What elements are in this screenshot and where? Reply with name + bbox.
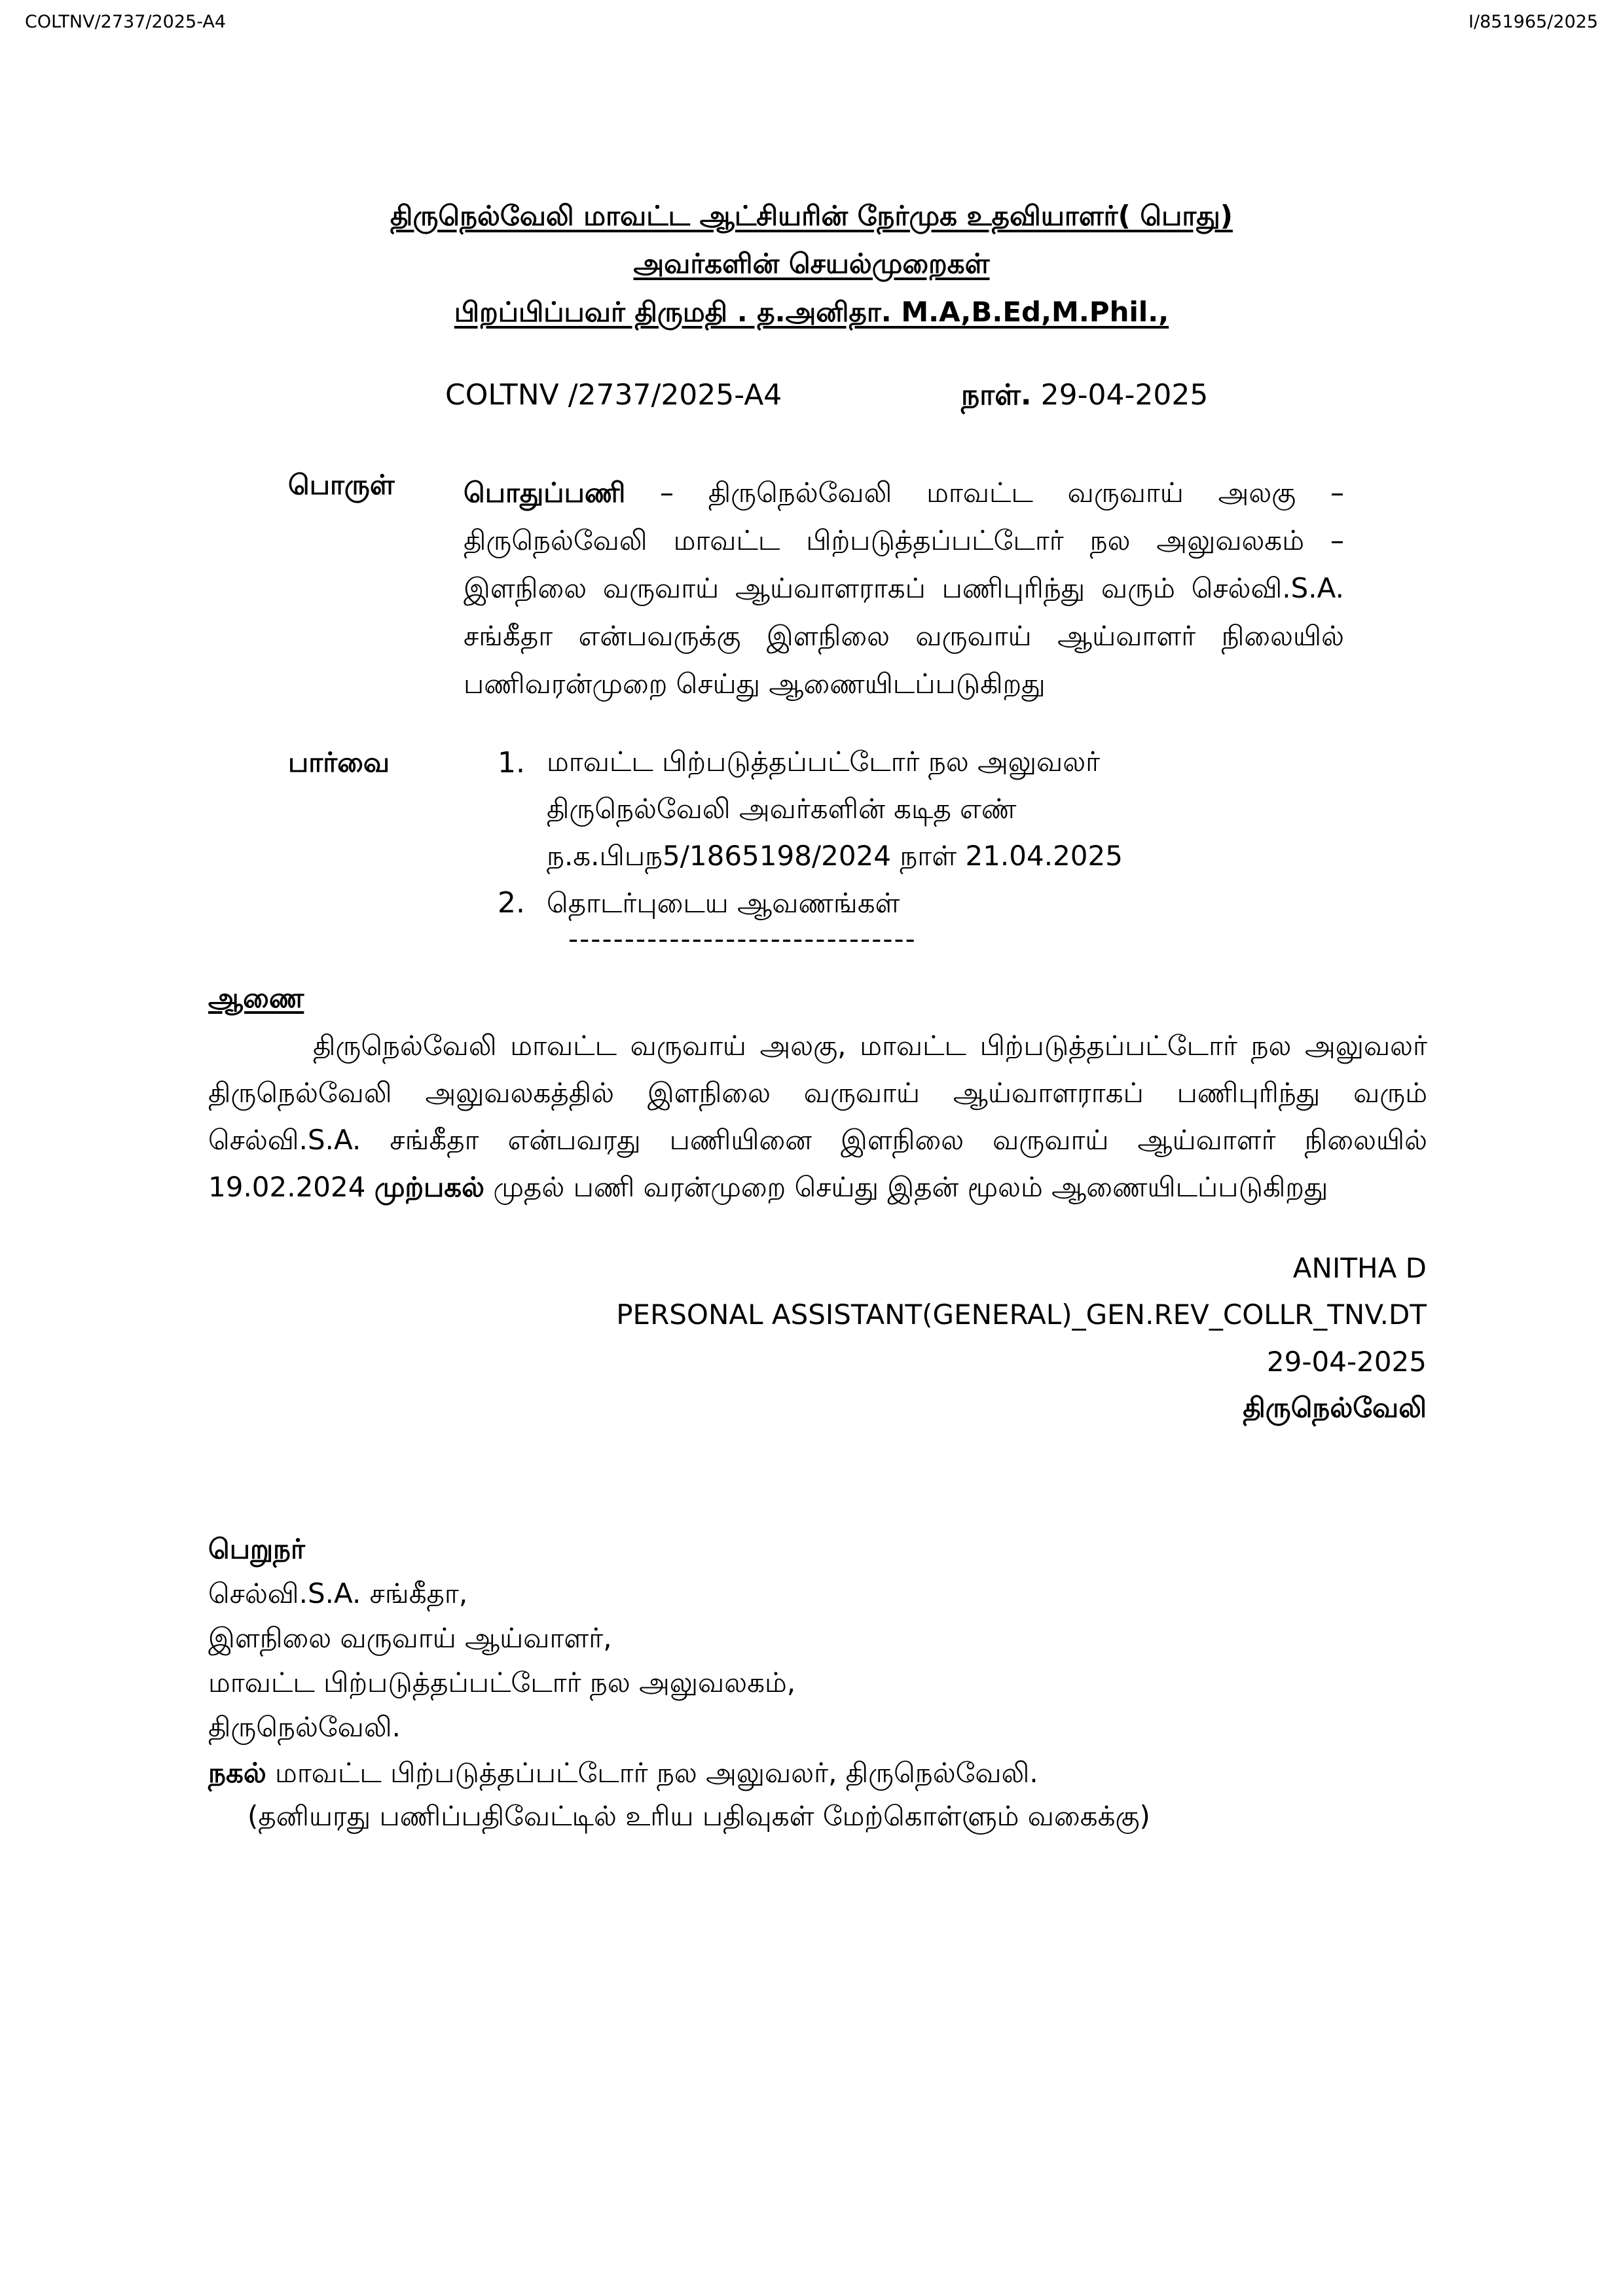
order-heading: ஆணை xyxy=(208,982,304,1014)
subject-body: – திருநெல்வேலி மாவட்ட வருவாய் அலகு – திருநெல்வேலி மாவட்ட பிற்படுத்தப்பட்டோர் நல அலுவலகம் – இளநிலை வருவாய் ஆய்வாளராகப் பணிபுரிந்து வரும் செல்வி.S.A. சங்கீதா என்பவருக்கு இளநிலை வருவாய் ஆய்வாளர் நிலையில் பணிவரன்முறை செய்து ஆணையிடப்படுகிறது xyxy=(464,476,1344,700)
reference-number-2: 2. xyxy=(498,886,525,920)
title-line-2: அவர்களின் செயல்முறைகள் xyxy=(633,247,990,279)
header-file-ref: COLTNV/2737/2025-A4 xyxy=(25,12,227,32)
signature-place: திருநெல்வேலி xyxy=(1243,1391,1427,1424)
reference-2-line-1: தொடர்புடைய ஆவணங்கள் xyxy=(547,887,900,919)
references-label: பார்வை xyxy=(288,746,390,778)
signature-date: 29-04-2025 xyxy=(1266,1346,1427,1378)
subject-lead: பொதுப்பணி xyxy=(464,476,626,509)
reference-separator: ------------------------------- xyxy=(568,923,917,955)
copy-to xyxy=(208,1757,1038,1793)
recipient-line-3: மாவட்ட பிற்படுத்தப்பட்டோர் நல அலுவலகம், xyxy=(208,1666,796,1698)
order-text-part-1: திருநெல்வேலி மாவட்ட வருவாய் அலகு, மாவட்ட பிற்படுத்தப்பட்டோர் நல அலுவலர் திருநெல்வேலி அலுவலகத்தில் இளநிலை வருவாய் ஆய்வாளராகப் பணிபுரிந்து வரும் செல்வி.S.A. சங்கீதா என்பவரது பணியினை இளநிலை வருவாய் ஆய்வாளர் நிலையில் 19.02.2024 xyxy=(208,1030,1427,1203)
order-text-part-2: முதல் பணி வரன்முறை செய்து இதன் மூலம் ஆணையிடப்படுகிறது xyxy=(484,1171,1328,1203)
recipient-line-4: திருநெல்வேலி. xyxy=(208,1711,401,1743)
date-value: 29-04-2025 xyxy=(1040,378,1209,412)
copy-text: மாவட்ட பிற்படுத்தப்பட்டோர் நல அலுவலர், திருநெல்வேலி. xyxy=(266,1757,1038,1789)
signatory-name: ANITHA D xyxy=(1292,1252,1427,1284)
recipient-line-2: இளநிலை வருவாய் ஆய்வாளர், xyxy=(208,1622,612,1654)
reference-1-line-1: மாவட்ட பிற்படுத்தப்பட்டோர் நல அலுவலர் xyxy=(547,745,1101,778)
reference-item-2 xyxy=(547,880,900,927)
order-text xyxy=(208,1022,1427,1211)
order-text-bold: முற்பகல் xyxy=(374,1171,485,1203)
header-inward-ref: I/851965/2025 xyxy=(1468,12,1598,32)
recipient-label: பெறுநர் xyxy=(208,1533,305,1565)
reference-item-1 xyxy=(547,738,1123,880)
title-line-3: பிறப்பிப்பவர் திருமதி . த.அனிதா. M.A,B.Ed,M.Phil., xyxy=(454,296,1169,328)
recipient-line-1: செல்வி.S.A. சங்கீதா, xyxy=(208,1577,468,1609)
title-line-1: திருநெல்வேலி மாவட்ட ஆட்சியரின் நேர்முக உதவியாளர்( பொது) xyxy=(390,200,1233,232)
document-date xyxy=(961,378,1208,416)
reference-number-1: 1. xyxy=(498,746,525,780)
copy-note: (தனியரது பணிப்பதிவேட்டில் உரிய பதிவுகள் மேற்கொள்ளும் வகைக்கு) xyxy=(247,1800,1150,1832)
file-number: COLTNV /2737/2025-A4 xyxy=(445,378,782,412)
signatory-designation: PERSONAL ASSISTANT(GENERAL)_GEN.REV_COLLR_TNV.DT xyxy=(616,1299,1427,1331)
subject-text xyxy=(464,469,1344,708)
date-label: நாள். xyxy=(961,378,1032,412)
reference-1-line-3: ந.க.பிபந5/1865198/2024 நாள் 21.04.2025 xyxy=(547,840,1123,872)
reference-1-line-2: திருநெல்வேலி அவர்களின் கடித எண் xyxy=(547,793,1017,825)
subject-label: பொருள் xyxy=(288,469,395,501)
copy-label: நகல் xyxy=(208,1757,266,1789)
